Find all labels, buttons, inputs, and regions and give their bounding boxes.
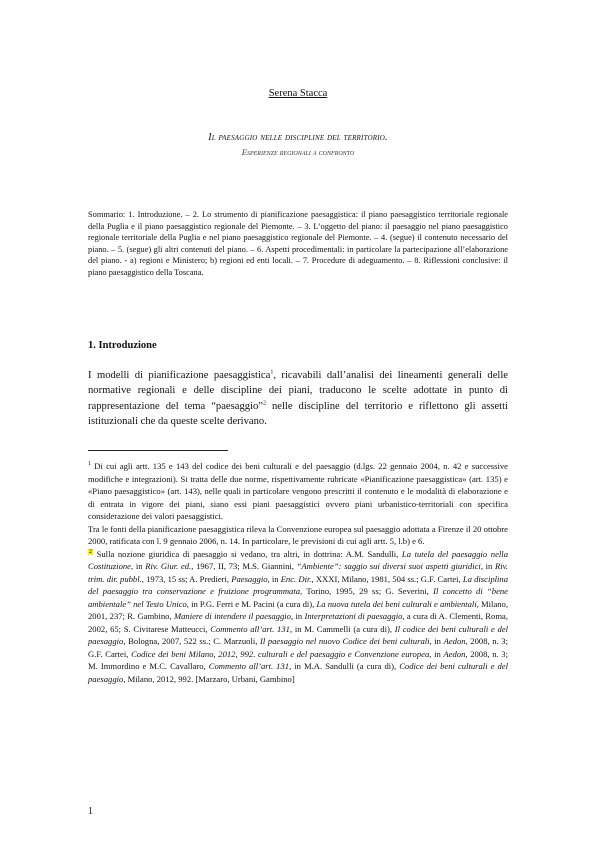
footnote-2 xyxy=(88,548,508,686)
fn2-w: , a cura di A. Clementi, Roma, 2002, 65; S. Civitarese Matteucci, xyxy=(88,611,508,634)
footnote-1-text: Di cui agli artt. 135 e 143 del codice dei beni culturali e del paesaggio (d.lgs. 22 gennaio 2004, n. 42 e successive modifiche e integrazioni). Si tratta delle due norme, rispettivamente rubricate «Pianificazione paesaggistica» (art. 135) e «Piano paesaggistico» (art. 143), nelle quali in particolare vengono prescritti il contenuto e le modalità di elaborazione e di entrata in vigore dei piani, siano essi piani paesaggistici ovvero piani urbanistico-territoriali con specifica considerazione dei valori paesaggistici. xyxy=(88,461,508,521)
fn2-c: , in xyxy=(130,561,146,571)
fn2-aj: Commento all’art. 131 xyxy=(208,661,290,671)
footnote-ref-2[interactable]: 2 xyxy=(263,400,266,407)
fn2-ai: , 2008, n. 3; M. Immordino e M.C. Cavallaro, xyxy=(88,648,508,671)
fn2-af: Codice dei beni Milano, 2012, 992. culturali e del paesaggio e Convenzione europea xyxy=(131,648,430,659)
fn2-m: , XXXI, Milano, 1981, 504 ss.; G.F. Cartei, xyxy=(311,573,463,584)
fn2-o: , Torino, 1995, 29 ss; G. Severini, xyxy=(300,586,434,596)
fn2-y: , in M. Cammelli (a cura di), xyxy=(289,623,395,634)
fn2-ac: , in xyxy=(429,636,444,646)
footnote-1-continuation: Tra le fonti della pianificazione paesaggistica rileva la Convenzione europea sul paesaggio adottata a Firenze il 20 ottobre 2000, ratificata con l. 9 gennaio 2006, n. 14. In particolare, le previsioni di cui agli artt. 5, l.b) e 6. xyxy=(88,523,508,546)
footnote-1 xyxy=(88,460,508,523)
fn2-a: Sulla nozione giuridica di paesaggio si vedano, tra altri, in dottrina: A.M. Sandulli, xyxy=(93,548,402,559)
fn2-b: La tutela del paesaggio nella Costituzione xyxy=(88,548,508,571)
fn2-z: Il codice dei beni culturali e del paesaggio xyxy=(88,623,508,646)
fn2-h: Riv. trim. dir. pubbl. xyxy=(88,561,509,584)
fn2-ae: , 2008, n. 3; G.F. Cartei, xyxy=(88,636,508,659)
paper-subtitle-text: Esperienze regionali a confronto xyxy=(241,147,355,157)
fn2-ad: Aedon xyxy=(443,636,466,646)
fn2-aa: , Bologna, 2007, 522 ss.; C. Marzuoli, xyxy=(123,636,260,646)
footnote-1-number: 1 xyxy=(88,461,91,468)
fn2-p: Il concetto di “bene ambientale” nel Testo Unico xyxy=(88,586,509,609)
fn2-d: Riv. Giur. ed. xyxy=(145,561,192,571)
fn2-r: La nuova tutela dei beni culturali e ambientali xyxy=(316,598,477,609)
footnote-separator xyxy=(88,450,228,451)
fn2-ab: Il paesaggio nel nuovo Codice dei beni culturali xyxy=(259,636,430,646)
fn2-ag: , in xyxy=(429,648,444,659)
fn2-al: Codice dei beni culturali e del paesaggio xyxy=(88,661,508,684)
fn2-u: , in xyxy=(290,611,305,621)
fn2-t: Maniere di intendere il paesaggio xyxy=(173,611,291,621)
fn2-am: , Milano, 2012, 992. [Marzaro, Urbani, Gambino] xyxy=(123,673,295,684)
page-number: 1 xyxy=(88,806,93,817)
fn2-v: Interpretazioni di paesaggio xyxy=(304,611,403,621)
fn2-ah: Aedon xyxy=(443,648,466,659)
fn2-x: Commento all’art. 131 xyxy=(210,623,290,634)
intro-text-1: I modelli di pianificazione paesaggistica xyxy=(88,370,271,381)
paper-title xyxy=(0,132,596,143)
fn2-s: , Milano, 2001, 237; R. Gambino, xyxy=(88,598,508,621)
footnote-ref-1[interactable]: 1 xyxy=(270,369,274,376)
intro-text-2: , ricavabili dall’analisi dei lineamenti generali delle normative regionali e delle discipline dei piani, traducono le scelte adottate in punto di rappresentazione del tema “paesaggio” xyxy=(88,370,509,412)
fn2-i: , 1973, 15 ss; A. Predieri, xyxy=(141,573,232,584)
intro-text-3: nelle discipline del territorio e riflettono gli assetti istituzionali che da queste scelte derivano. xyxy=(88,400,508,428)
fn2-n: La disciplina del paesaggio tra conservazione e fruizione programmata xyxy=(88,573,509,596)
intro-paragraph xyxy=(88,368,508,430)
fn2-ak: , in M.A. Sandulli (a cura di), xyxy=(289,661,400,671)
paper-subtitle xyxy=(0,147,596,157)
fn2-j: Paesaggio xyxy=(231,573,268,584)
fn2-e: , 1967, II, 73; M.S. Giannini, xyxy=(191,561,297,571)
footnotes xyxy=(88,460,508,685)
fn2-q: , in P.G. Ferri e M. Pacini (a cura di), xyxy=(186,598,317,609)
footnote-2-number: 2 xyxy=(89,548,92,555)
summary-abstract: Sommario: 1. Introduzione. – 2. Lo strumento di pianificazione paesaggistica: il piano paesaggistico territoriale regionale della Puglia e il piano paesaggistico regionale del Piemonte. – 3. L’oggetto del piano: il paesaggio nel piano paesaggistico regionale territoriale della Puglia e nel piano paesaggistico regionale del Piemonte. – 4. (segue) il contenuto necessario del piano. – 5. (segue) gli altri contenuti del piano. – 6. Aspetti procedimentali: in particolare la partecipazione all’elaborazione del piano. - a) regioni e Ministero; b) regioni ed enti locali. – 7. Procedure di adeguamento. – 8. Riflessioni conclusive: il piano paesaggistico della Toscana. xyxy=(88,210,508,277)
fn2-g: , in xyxy=(480,561,496,571)
section-heading: 1. Introduzione xyxy=(88,340,157,351)
paper-title-text: Il paesaggio nelle discipline del territorio. xyxy=(208,132,388,143)
fn2-k: , in xyxy=(267,573,281,584)
author-name: Serena Stacca xyxy=(268,88,328,99)
fn2-f: “Ambiente”: saggio sui diversi suoi aspetti giuridici xyxy=(296,561,481,571)
fn2-l: Enc. Dir. xyxy=(280,573,312,584)
